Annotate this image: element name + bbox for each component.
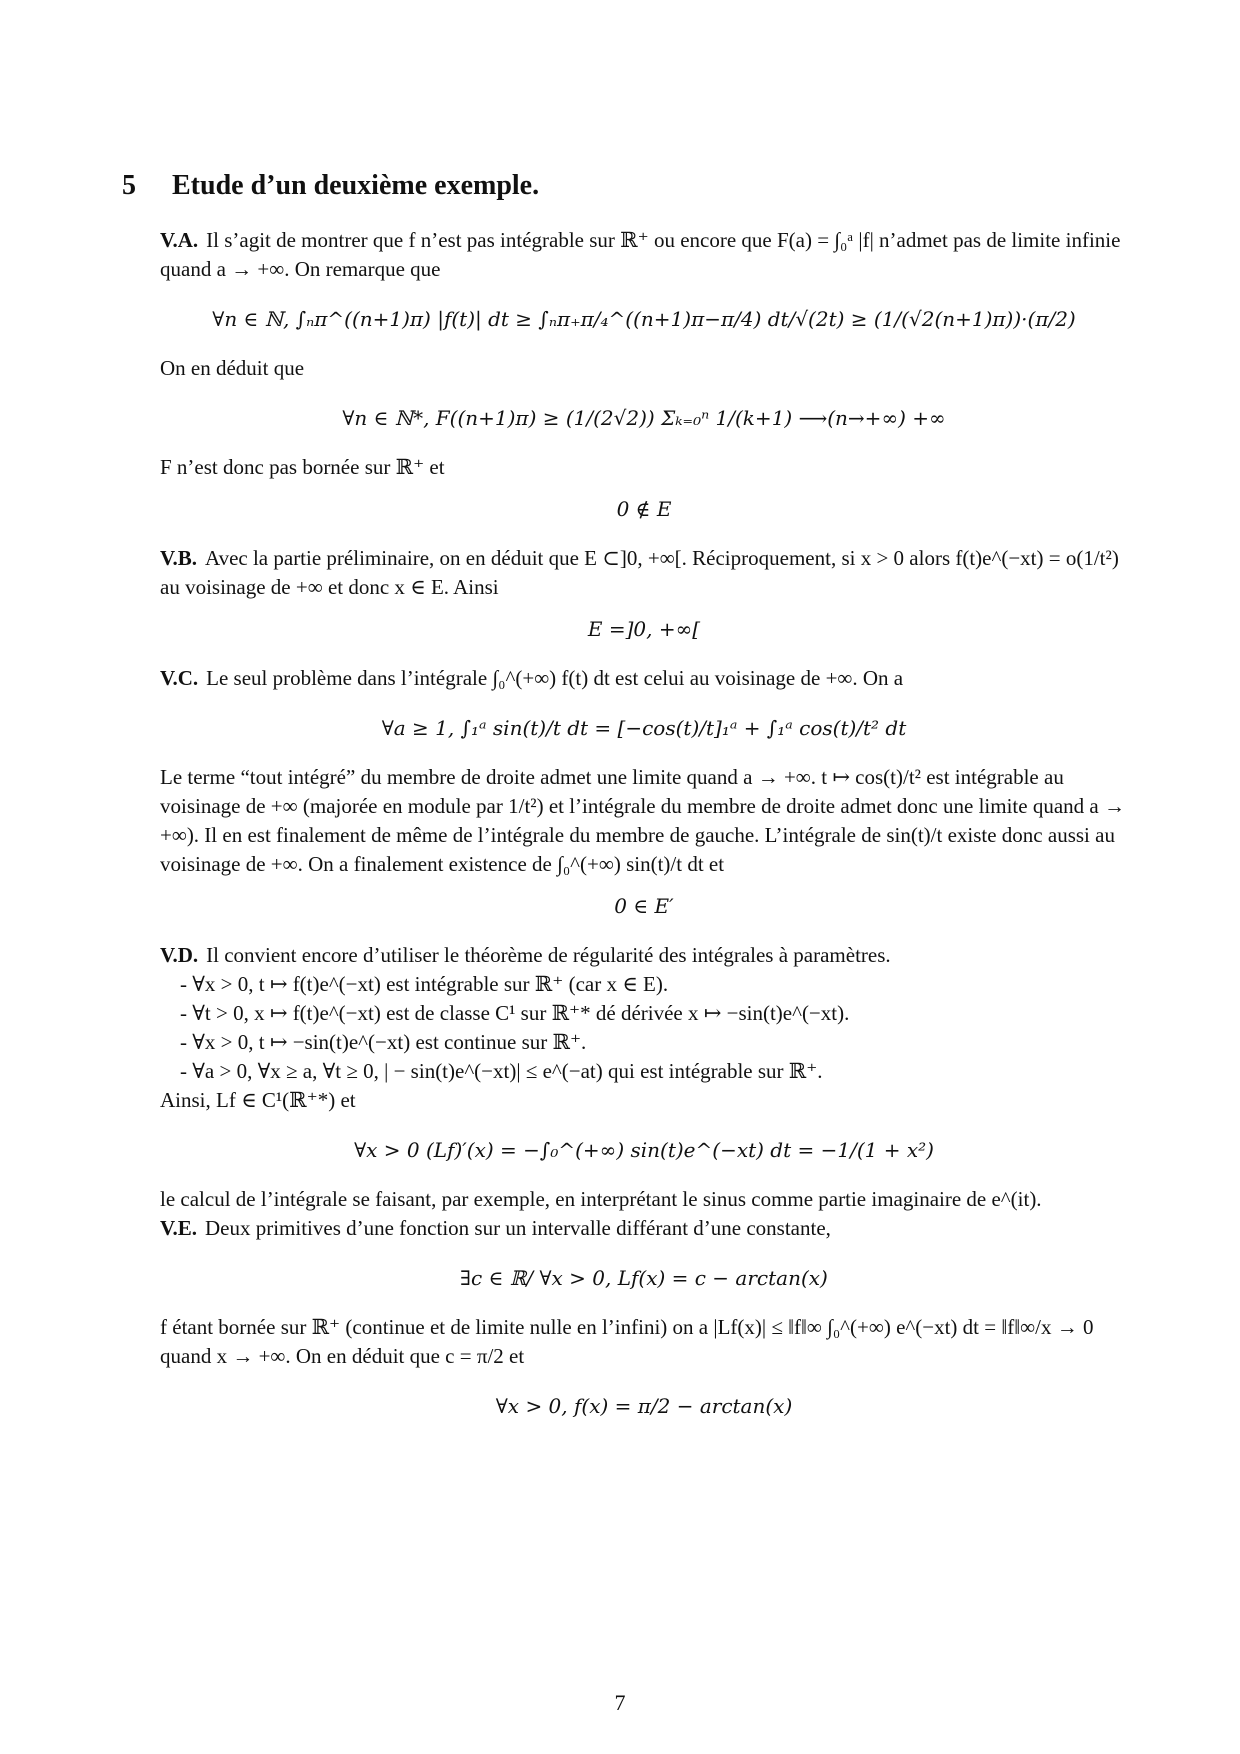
vc-text2: Le terme “tout intégré” du membre de droite admet une limite quand a → +∞. t ↦ cos(t)/t² est intégrable au voisinage de +∞ (majorée en module par 1/t²) et l’intégrale du membre de droite admet donc une limite quand a → +∞). Il en est finalement de même de l’intégrale du membre de gauche. L’intégrale de sin(t)/t existe donc aussi au voisinage de +∞. On a finalement existence de ∫₀^(+∞) sin(t)/t dt et [160, 765, 1125, 876]
vd-item-1: - ∀x > 0, t ↦ f(t)e^(−xt) est intégrable sur ℝ⁺ (car x ∈ E). [180, 972, 669, 996]
va-text1: Il s’agit de montrer que f n’est pas intégrable sur ℝ⁺ ou encore que F(a) = ∫₀ᵃ |f| n’admet pas de limite infinie quand a → +∞. On remarque que [160, 228, 1121, 281]
section-title: Etude d’un deuxième exemple. [172, 170, 540, 201]
equation-vb-1: E =]0, +∞[ [587, 617, 701, 641]
equation-vc-1: ∀a ≥ 1, ∫₁ᵃ sin(t)/t dt = [−cos(t)/t]₁ᵃ + ∫₁ᵃ cos(t)/t² dt [381, 716, 907, 740]
va-text2: On en déduit que [160, 356, 305, 380]
paragraph-va [160, 226, 1128, 284]
section-heading [122, 170, 539, 202]
vd-item-2: - ∀t > 0, x ↦ f(t)e^(−xt) est de classe C¹ sur ℝ⁺* dé dérivée x ↦ −sin(t)e^(−xt). [180, 1001, 850, 1025]
vd-text3: le calcul de l’intégrale se faisant, par exemple, en interprétant le sinus comme partie imaginaire de e^(it). [160, 1187, 1042, 1211]
ve-text2: f étant bornée sur ℝ⁺ (continue et de limite nulle en l’infini) on a |Lf(x)| ≤ ‖f‖∞ ∫₀^(+∞) e^(−xt) dt = ‖f‖∞/x → 0 quand x → +∞. On en déduit que c = π/2 et [160, 1315, 1094, 1368]
paragraph-vd [160, 941, 1128, 970]
va-text3: F n’est donc pas bornée sur ℝ⁺ et [160, 455, 445, 479]
content [160, 226, 1128, 1441]
vd-item-4: - ∀a > 0, ∀x ≥ a, ∀t ≥ 0, | − sin(t)e^(−xt)| ≤ e^(−at) qui est intégrable sur ℝ⁺. [180, 1059, 823, 1083]
equation-ve-1: ∃c ∈ ℝ/ ∀x > 0, Lf(x) = c − arctan(x) [460, 1266, 828, 1290]
vd-item-3: - ∀x > 0, t ↦ −sin(t)e^(−xt) est continue sur ℝ⁺. [180, 1030, 587, 1054]
paragraph-ve [160, 1214, 1128, 1243]
label-va: V.A. [160, 228, 199, 252]
label-vb: V.B. [160, 546, 197, 570]
vb-text1: Avec la partie préliminaire, on en déduit que E ⊂]0, +∞[. Réciproquement, si x > 0 alors f(t)e^(−xt) = o(1/t²) au voisinage de +∞ et donc x ∈ E. Ainsi [160, 546, 1119, 599]
equation-va-1: ∀n ∈ ℕ, ∫ₙπ^((n+1)π) |f(t)| dt ≥ ∫ₙπ₊π/₄^((n+1)π−π/4) dt/√(2t) ≥ (1/(√2(n+1)π))·(π/2) [212, 307, 1076, 331]
label-vc: V.C. [160, 666, 199, 690]
label-vd: V.D. [160, 943, 199, 967]
equation-va-3: 0 ∉ E [616, 497, 672, 521]
equation-vd-1: ∀x > 0 (Lf)′(x) = −∫₀^(+∞) sin(t)e^(−xt) dt = −1/(1 + x²) [354, 1138, 934, 1162]
paragraph-vb [160, 544, 1128, 602]
vd-text2: Ainsi, Lf ∈ C¹(ℝ⁺*) et [160, 1088, 356, 1112]
page-number: 7 [614, 1690, 626, 1715]
ve-text1: Deux primitives d’une fonction sur un intervalle différant d’une constante, [204, 1216, 831, 1240]
equation-va-2: ∀n ∈ ℕ*, F((n+1)π) ≥ (1/(2√2)) Σₖ₌₀ⁿ 1/(k+1) ⟶(n→+∞) +∞ [342, 406, 946, 430]
paragraph-vc [160, 664, 1128, 693]
section-number: 5 [122, 170, 136, 201]
vc-text1: Le seul problème dans l’intégrale ∫₀^(+∞) f(t) dt est celui au voisinage de +∞. On a [206, 666, 904, 690]
equation-ve-2: ∀x > 0, f(x) = π/2 − arctan(x) [495, 1394, 793, 1418]
vd-text1: Il convient encore d’utiliser le théorème de régularité des intégrales à paramètres. [206, 943, 891, 967]
label-ve: V.E. [160, 1216, 197, 1240]
equation-vc-2: 0 ∈ E′ [614, 894, 674, 918]
